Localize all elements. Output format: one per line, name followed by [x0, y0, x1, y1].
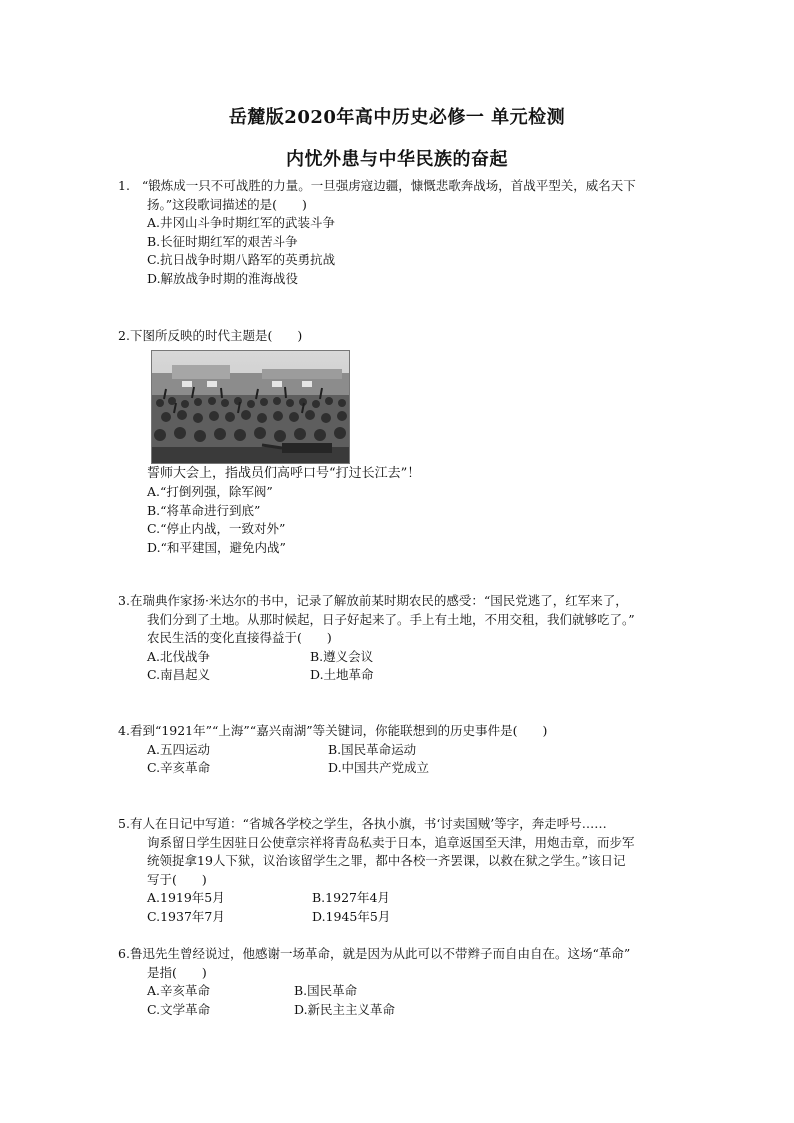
question-2: [118, 327, 708, 557]
option-row: [118, 1001, 708, 1020]
option-a[interactable]: A.井冈山斗争时期红军的武装斗争: [147, 215, 336, 230]
question-stem: [118, 177, 708, 196]
stem-line: 下图所反映的时代主题是( ): [129, 328, 303, 343]
option-c[interactable]: C.文学革命: [147, 1001, 211, 1017]
option-b[interactable]: B.“将革命进行到底”: [147, 502, 261, 518]
option-c[interactable]: C.1937年7月: [147, 908, 225, 924]
option-d[interactable]: D.新民主主义革命: [294, 1001, 396, 1017]
question-stem: [118, 327, 708, 346]
option-a[interactable]: A.五四运动: [147, 741, 211, 757]
option-d[interactable]: D.解放战争时期的淮海战役: [147, 270, 299, 286]
option-b[interactable]: B.1927年4月: [312, 890, 390, 905]
rally-photo-image: [152, 351, 349, 463]
question-number: 6.: [118, 946, 130, 961]
question-stem: [118, 722, 708, 741]
option-row: [118, 741, 708, 760]
question-6: [118, 945, 708, 1019]
question-5: [118, 815, 708, 926]
question-stem: [118, 945, 708, 964]
option-d[interactable]: D.“和平建国，避免内战”: [147, 539, 286, 555]
stem-line: 统领捉拿19人下狱，议治该留学生之罪，都中各校一齐罢课，以救在狱之学生。”该日记: [147, 853, 626, 868]
stem-line: 农民生活的变化直接得益于( ): [147, 630, 332, 645]
question-number: 5.: [118, 816, 130, 831]
question-number: 2.: [118, 328, 130, 343]
stem-line: 看到“1921年”“上海”“嘉兴南湖”等关键词，你能联想到的历史事件是( ): [129, 723, 548, 738]
stem-line: 扬。”这段歌词描述的是( ): [147, 196, 307, 212]
option-b[interactable]: B.遵义会议: [310, 648, 374, 664]
stem-line: “锻炼成一只不可战胜的力量。一旦强虏寇边疆，慷慨悲歌奔战场，首战平型关，威名天下: [141, 178, 636, 193]
option-a[interactable]: A.北伐战争: [147, 648, 211, 664]
doc-subtitle: 内忧外患与中华民族的奋起: [286, 149, 508, 170]
question-4: [118, 722, 708, 778]
option-d[interactable]: D.1945年5月: [312, 908, 391, 924]
option-b[interactable]: B.长征时期红军的艰苦斗争: [147, 233, 298, 249]
option-a[interactable]: A.1919年5月: [147, 890, 225, 905]
question-1: [118, 177, 708, 288]
option-d[interactable]: D.土地革命: [310, 667, 374, 682]
question-number: 3.: [118, 593, 130, 608]
option-row: [118, 908, 708, 927]
stem-line: 有人在日记中写道：“省城各学校之学生，各执小旗，书‘讨卖国贼’等字，奔走呼号……: [129, 816, 607, 831]
option-b[interactable]: B.国民革命运动: [328, 741, 417, 757]
option-c[interactable]: C.南昌起义: [147, 667, 211, 682]
option-d[interactable]: D.中国共产党成立: [328, 760, 430, 775]
stem-line: 在瑞典作家扬·米达尔的书中，记录了解放前某时期农民的感受：“国民党逃了，红军来了，: [129, 593, 628, 608]
question-stem: [118, 815, 708, 834]
option-row: [118, 666, 708, 685]
option-a[interactable]: A.“打倒列强，除军阀”: [147, 484, 273, 499]
photo-caption: 誓师大会上，指战员们高呼口号“打过长江去”！: [147, 465, 421, 481]
stem-line: 鲁迅先生曾经说过，他感谢一场革命，就是因为从此可以不带辫子而自由自在。这场“革命”: [129, 946, 631, 961]
question-number: 4.: [118, 723, 130, 738]
question-3: [118, 592, 708, 685]
option-a[interactable]: A.辛亥革命: [147, 983, 211, 998]
stem-line: 是指( ): [147, 964, 207, 980]
option-row: [118, 982, 708, 1001]
stem-line: 写于( ): [147, 871, 207, 887]
option-b[interactable]: B.国民革命: [294, 983, 358, 998]
doc-title: 岳麓版2020年高中历史必修一 单元检测: [228, 107, 566, 128]
option-row: [118, 759, 708, 778]
question-stem: [118, 592, 708, 611]
option-c[interactable]: C.抗日战争时期八路军的英勇抗战: [147, 252, 336, 267]
option-c[interactable]: C.辛亥革命: [147, 760, 211, 775]
stem-line: 我们分到了土地。从那时候起，日子好起来了。手上有土地，不用交租，我们就够吃了。”: [147, 611, 635, 627]
option-row: [118, 648, 708, 667]
stem-line: 询系留日学生因驻日公使章宗祥将青岛私卖于日本，追章返国至天津，用炮击章，而步军: [147, 834, 635, 850]
question-number: 1.: [118, 178, 130, 193]
option-row: [118, 889, 708, 908]
rally-photo: [151, 350, 350, 464]
option-c[interactable]: C.“停止内战，一致对外”: [147, 521, 286, 536]
